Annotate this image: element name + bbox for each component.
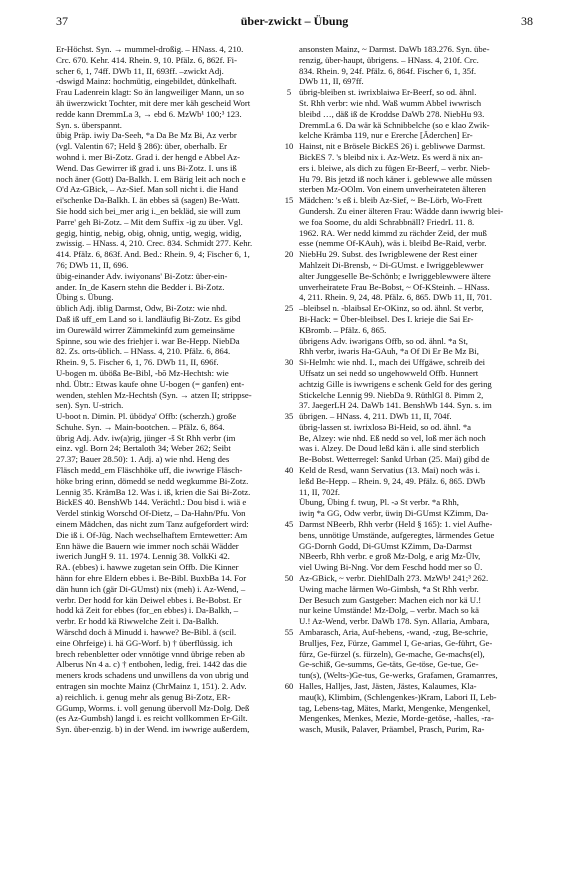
right-column-line: übrigens Adv. iwərigəns Offb, so od. ähnl. *a St, — [299, 335, 468, 346]
right-column-line: NiebHu 29. Subst. des Iwrigblewene der Rest einer — [299, 249, 478, 260]
left-column-line: O'd Az-GBick, – Az-Sief. Man soll nicht i. die Hand — [56, 184, 239, 195]
left-column-line: verbr. Der hodd for kän Deiwel ebbes i. Be-Bobst. Er — [56, 594, 242, 605]
right-column-line: bens, unnötige Umstände, aufgeregtes, lärmendes Getue — [299, 529, 495, 540]
left-column-line: Spinne, sou wie des friehjer i. war Be-Hepp. NiebDa — [56, 335, 240, 346]
right-column-line: Bi-Hack: = Über-bleibsel. Des I. krieje die Sai Er- — [299, 313, 474, 324]
left-column-line: Parre' geh Bi-Zotz. – Mit dem Suffix -ig zu über. Vgl. — [56, 216, 243, 227]
right-column-line: übrig-bleiben st. iwrixblaiwə Er-Beerf, so od. ähnl. — [299, 87, 477, 98]
right-column-line: ansonsten Mainz, ~ Darmst. DaWb 183.276. Syn. übe- — [299, 44, 490, 54]
left-column-line: einem Mädchen, das nicht zum Tanz aufgefordert wird: — [56, 519, 249, 530]
left-column-line: U-bogen m. übößa Be-Bibl, -bō Mz-Hechtsh: wie — [56, 367, 229, 378]
page-number-right: 38 — [521, 14, 533, 28]
left-column-line: Frau Ladenrein klagt: So än langweiliger Mann, un so — [56, 87, 244, 98]
right-column-line: bleibd …, däß iß de Kroddse DaWb 278. NiebHu 93. — [299, 108, 485, 119]
left-column-line: Die iß i. Of-Jüg. Nach wechselhaftem Erntewetter: Am — [56, 529, 248, 540]
right-column-line: Hainst, nit e Brösele BickES 26) i. gebliwwe Darmst. — [299, 141, 486, 152]
right-column-line: U.! Az-Wend, verbr. DaWb 178. Syn. Allaria, Ambara, — [299, 616, 490, 627]
left-column-line: a) reichlich. i. genug mehr als genug Bi-Zotz, ER- — [56, 691, 231, 702]
right-column-line: 834. Rhein. 9, 24f. Pfälz. 6, 864f. Fischer 6, 1, 35f. — [299, 65, 477, 76]
left-column-line: Wärschd doch ä Minudd i. hawwe? Be-Bibl. ä (scil. — [56, 627, 237, 638]
right-column-line: Gundersh. Zu einer älteren Frau: Wädde dann iwwrig blei- — [299, 205, 504, 216]
left-column-line: höke bring erinn, dömedd se nedd wegkumme Bi-Zotz. — [56, 475, 249, 486]
left-column-line: 414. Pfälz. 6, 863f. And. Bed.: Rhein. 9, 4; Fischer 6, 1, — [56, 249, 250, 260]
right-column-line: was i. Alzey. De Doud leßd kän i. alle sind sterblich — [299, 443, 480, 454]
left-column-line: äh üwerzwickt Tochter, mit dere mer käh gescheid Wort — [56, 97, 251, 108]
left-column-line: meners krods schadens und unwillens da von ubrig und — [56, 670, 249, 681]
line-number: 20 — [284, 249, 294, 260]
right-column-line: St. Rhh verbr: wie nhd. Waß wumm Abbel iwwrisch — [299, 97, 482, 108]
right-column-line: Stickelche Lennig 99. NiebDa 9. RüthlGl 8. Pimm 2, — [299, 389, 484, 400]
left-column-line: übig Präp. iwiy Da-Seeh, *a Da Be Mz Bi, Az verbr — [56, 130, 237, 141]
left-column-line: GGump, Worms. i. voll genung übervoll Mz-Dolg. Deß — [56, 702, 250, 713]
left-column-line: Lennig 35. KrämBa 12. Was i. iß, krien die Sai Bi-Zotz. — [56, 486, 251, 497]
right-column-line: Halles, Halljes, Jast, Jästen, Jästes, Kalaumes, Kla- — [299, 681, 477, 692]
left-column-line: einz. vgl. Born 24; Bertaloth 34; Weber 262; Seibt — [56, 443, 231, 454]
right-column-line: Az-GBick, ~ verbr. DiehlDalh 273. MzWb¹ 241;³ 262. — [299, 573, 489, 584]
left-column-line: (es Az-Gumbsh) langd i. es reicht vollkommen Er-Gilt. — [56, 713, 248, 724]
left-column-line: Syn. s. überspannt. — [56, 119, 122, 130]
left-column — [56, 44, 297, 872]
line-number: 10 — [284, 141, 294, 152]
left-column-line: Er-Höchst. Syn. → mummel-droßig. – HNass. 4, 210. — [56, 44, 244, 54]
right-column-line: Brulljes, Fez, Fürze, Gammel I, Ge-arias, Ge-führt, Ge- — [299, 637, 493, 648]
right-column-line: mau(k), Klimbim, (Schlengenkes-)Kram, Labori II, Leb- — [299, 691, 497, 702]
right-column-line: Uffsatz un sei nedd so ungehowweld Offb. Hunnert — [299, 367, 479, 378]
left-column-line: Wend. Das Gewirrer iß grad i. uns Bi-Zotz. I. uns iß — [56, 162, 237, 173]
line-number: 5 — [286, 87, 292, 98]
left-column-line: BickES 40. BenshWb 144. Verächtl.: Dou bisd i. wiä e — [56, 497, 247, 508]
left-column-line: im Ourewäld wirrer Zämmekinfd zum gemeinsäme — [56, 324, 235, 335]
right-column-line: esse (nemme Of-KAuh), wäs i. bleibd Be-Raid, verbr. — [299, 238, 487, 249]
line-number: 35 — [284, 411, 294, 422]
left-column-line: ei'schenke Da-Balkh. I. än ebbes sä (sagen) Be-Watt. — [56, 195, 240, 206]
right-column-line: übrig-lassen st. iwrixlosə Bi-Heid, so od. ähnl. *a — [299, 421, 472, 432]
right-column-line: we foa Soome, du aldi Schrabbnäll? FriedrL 11. 8. — [299, 216, 475, 227]
right-column-line: iwiŋ *a GG, Odw verbr, üwiŋ Di-GUmst KZimm, Da- — [299, 508, 489, 519]
right-column-line: ers i. bleiwe, als dich zu fügen Er-Beerf, – verbr. Nieb- — [299, 162, 490, 173]
right-column-line: 11, II, 702f. — [299, 486, 340, 497]
left-column-line: wenden, stehlen Mz-Hechtsh (Syn. → atzen II; strippse- — [56, 389, 252, 400]
right-column-line: Rhh verbr, iwəris Ha-GAuh, *a Of Di Er Be Mz Bi, — [299, 346, 479, 357]
page-header — [56, 14, 533, 30]
left-column-line: Daß iß uff_em Land so i. landläufig Bi-Zotz. Es gibd — [56, 313, 241, 324]
right-column-line: –bleibsel n. -blaibsəl Er-OKinz, so od. ähnl. St verbr, — [299, 303, 484, 314]
line-number: 30 — [284, 357, 294, 368]
left-column-line: Verdel stinkig Worschd Of-Dietz, – Da-Hahn/Pfu. Von — [56, 508, 246, 519]
left-column-line: brech rebenbletter oder vnnötige vnnd übrige reben ab — [56, 648, 245, 659]
right-column-line: tun(s), (Welts-)Ge-tus, Ge-werks, Grafamen, Gramanтes, — [299, 670, 498, 681]
right-column-line: leßd Be-Hepp. – Rhein. 9, 24, 49. Pfälz. 6, 865. DWb — [299, 475, 486, 486]
left-column-line: ander. In_de Kasern stehn die Bedder i. Bi-Zotz. — [56, 281, 225, 292]
right-column-line: Mädchen: 's eß i. bleib Az-Sief, ~ Be-Lörb, Wo-Frett — [299, 195, 483, 206]
left-column-line: -dswigd Mainz: hochmütig, eingebildet, dünkelhaft. — [56, 76, 237, 87]
left-column-line: eine Ohrfeige) i. hä GG-Worf. b) † überflüssig. ich — [56, 637, 233, 648]
left-column-line: Crc. 670. Kehr. 414. Rhein. 9, 10. Pfälz. 6, 862f. Fi- — [56, 54, 237, 65]
right-column-line: NBeerb, Rhh verbr. e groß Mz-Dolg, e arig Mz-Ülv, — [299, 551, 481, 562]
right-column-line: 4, 211. Rhein. 9, 24, 48. Pfälz. 6, 865. DWb 11, II, 701. — [299, 292, 492, 303]
right-column-line: achtzig Gille is iwwrigens e schenk Geld for des gering — [299, 378, 492, 389]
running-title: über-zwickt – Übung — [240, 14, 349, 28]
left-column-line: Enn häwe die Bauern wie immer noch schäi Wädder — [56, 540, 239, 551]
left-column-line: Alberus Nn 4 a. c) † entbohen, ledig, frei. 1442 das die — [56, 659, 247, 670]
right-column-line: nur keine Umstände! Mz-Dolg, – verbr. Mach so kä — [299, 605, 479, 616]
right-column-line: Hu 79. Bis jetzd iß noch käner i. geblewwe alle müssen — [299, 173, 493, 184]
right-column-line: DremmLa 6. Da wär kä Schnibbelche (so e klao Zwik- — [299, 119, 490, 130]
left-column-line: U-boot n. Dimin. Pl. übödyə' Offb: (scherzh.) große — [56, 411, 237, 422]
right-column-line: renzig, über-haupt, übrigens. – HNass. 4, 210f. Crc. — [299, 54, 479, 65]
left-column-line: scher 6, 1, 74ff. DWb 11, II, 693ff. –zwickt Adj. — [56, 65, 224, 76]
right-column-line: wasch, Musik, Palaver, Präambel, Prasch, Purim, Ra- — [299, 724, 485, 735]
left-column-line: üblich Adj. iblig Darmst, Odw, Bi-Zotz: wie nhd. — [56, 303, 227, 314]
left-column-line: gegig, hintig, nebig, obig, ohnig, untig, wegig, widig, — [56, 227, 242, 238]
left-column-line: noch äner (Gott) Da-Balkh. I. em Bärig leit ach noch e — [56, 173, 246, 184]
right-column-line: sterben Mz-OOlm. Von einem unverheirateten älteren — [299, 184, 486, 195]
left-column-line: RA. (ebbes) i. hawwe zugetan sein Offb. Die Kinner — [56, 562, 239, 573]
left-column-line: Sie hodd sich bei_mer arig i._en bekläd, sie will zum — [56, 205, 241, 216]
left-column-line: zwissig. – HNass. 4, 210. Crec. 834. Schmidt 277. Kehr. — [56, 238, 253, 249]
right-column-line: Uwing mache lärmen Wo-Gimbsh, *a St Rhh verbr. — [299, 583, 479, 594]
left-column-line: redde kann DremmLa 3, → ebd 6. MzWb¹ 100;³ 123. — [56, 108, 242, 119]
right-column-line: kelche Krämba 119, nur e Ererche [Äderchen] Er- — [299, 130, 473, 141]
left-column-line: hänn for ehre Eldern ebbes i. Be-Bibl. BuxbBa 14. For — [56, 573, 247, 584]
left-column-line: Fläsch medd_em Fläschhöke uff, die iwwrige Fläsch- — [56, 465, 243, 476]
line-number: 60 — [284, 681, 294, 692]
page-number-left: 37 — [56, 14, 68, 28]
right-column-line: Mahlzeit Di-Brensb, ~ Di-GUmst. e Iwriggeblewwer — [299, 259, 484, 270]
left-column-line: hodd kä Zeit for ebbes (for_en ebbes) i. Da-Balkh, – — [56, 605, 239, 616]
left-column-line: Schuhe. Syn. → Main-bootchen. – Pfälz. 6, 864. — [56, 421, 225, 432]
right-column-line: Ambarasch, Aria, Auf-hebens, -wand, -zug, Be-schrie, — [299, 627, 488, 638]
right-column-line: Darmst NBeerb, Rhh verbr (Held § 165): 1. viel Aufhe- — [299, 519, 493, 530]
right-column-line: 37. JaegerLH 24. DaWb 141. BenshWb 144. Syn. s. im — [299, 400, 492, 411]
right-column-line: Der Besuch zum Gastgeber: Machen eich nor kä U.! — [299, 594, 482, 605]
left-column-line: nhd. Übtr.: Etwas kaufe ohne U-bogen (= ganfen) ent- — [56, 378, 245, 389]
left-column-line: iwerich JungH 9. 11. 1974. Lennig 38. VolkKi 42. — [56, 551, 230, 562]
left-column-line: (vgl. Valentin 67; Held § 286): über, oberhalb. Er — [56, 141, 228, 152]
left-column-line: verbr. Er hodd kä Riwwelche Zeit i. Da-Balkh. — [56, 616, 219, 627]
right-column-line: Be-Bobst. Wetterregel: Sankd Urban (25. Mai) gibd de — [299, 454, 490, 465]
right-column-line: übrigen. – HNass. 4, 211. DWb 11, II, 704f. — [299, 411, 452, 422]
line-number: 40 — [284, 465, 294, 476]
line-number: 50 — [284, 573, 294, 584]
right-column-line: Mengenkes, Menkes, Mezie, Morde-getöse, -halles, -ra- — [299, 713, 494, 724]
right-column-line: BickES 7. 's bleibd nix i. Az-Wetz. Es werd ä nix an- — [299, 151, 483, 162]
right-column-line: tag, Lebens-tag, Mätes, Markt, Mengenke, Mengenkel, — [299, 702, 491, 713]
left-column-line: sen). Syn. U-strich. — [56, 400, 124, 411]
right-column-line: Übung, Übing f. twuŋ, Pl. -ə St verbr. *a Rhh, — [299, 497, 459, 508]
right-column-line: Si-Helmh: wie nhd. I., mach dei Uffgäwe, schreib dei — [299, 357, 486, 368]
line-number: 45 — [284, 519, 294, 530]
left-column-line: Übing s. Übung. — [56, 292, 114, 303]
right-column-line: unverheiratete Frau Be-Bobst, ~ Of-KSteinh. – HNass. — [299, 281, 490, 292]
right-column-line: GG-Dornh Godd, Di-GUmst KZimm, Da-Darmst — [299, 540, 472, 551]
left-column-line: dän hunn ich (gär Di-GUmst) nix (meh) i. Az-Wend, – — [56, 583, 246, 594]
right-column-line: Ge-schiß, Ge-summs, Ge-täts, Ge-töse, Ge-tue, Ge- — [299, 659, 479, 670]
left-column-line: 76; DWb 11, II, 696. — [56, 259, 129, 270]
right-column-line: KBromb. – Pfälz. 6, 865. — [299, 324, 387, 335]
left-column-line: 27.37; Bauer 28.50): 1. Adj. a) wie nhd. Heng des — [56, 454, 230, 465]
left-column-line: übrig Adj. Adv. iw(a)rig, jünger -š St Rhh verbr (im — [56, 432, 236, 443]
right-column-line: alter Junggeselle Be-Schönb; e Iwriggeblewwere ältere — [299, 270, 491, 281]
line-number: 15 — [284, 195, 294, 206]
left-column-line: Syn. über-enzig. b) in der Wend. im iwwrige außerdem, — [56, 724, 250, 735]
right-column-line: Be, Alzey: wie nhd. Eß nedd so vel, loß mer äch noch — [299, 432, 486, 443]
right-column-line: viel Uwing Bi-Nng. Vor dem Feschd hodd mer so Ü. — [299, 562, 483, 573]
right-column — [299, 44, 540, 872]
left-column-line: übig-einander Adv. iwiyonans' Bi-Zotz: über-ein- — [56, 270, 228, 281]
right-column-line: fürz, Ge-fürzel (s. fürzeln), Ge-mache, Ge-machs(el), — [299, 648, 485, 659]
left-column-line: 82. Zs. orts-üblich. – HNass. 4, 210. Pfälz. 6, 864. — [56, 346, 231, 357]
left-column-line: wohnd i. mer Bi-Zotz. Grad i. der hengd e Abbel Az- — [56, 151, 241, 162]
right-column-line: Keld de Resd, wann Servatius (13. Mai) noch wäs i. — [299, 465, 480, 476]
line-number: 55 — [284, 627, 294, 638]
line-number: 25 — [284, 303, 294, 314]
right-column-line: DWb 11, II, 697ff. — [299, 76, 364, 87]
left-column-line: Rhein. 9, 5. Fischer 6, 1, 76. DWb 11, II, 696f. — [56, 357, 219, 368]
left-column-line: entragen sin mochte Mainz (ChrMainz 1, 151). 2. Adv. — [56, 681, 247, 692]
right-column-line: 1962. RA. Wer nedd kimmd zu rächder Zeid, der muß — [299, 227, 487, 238]
